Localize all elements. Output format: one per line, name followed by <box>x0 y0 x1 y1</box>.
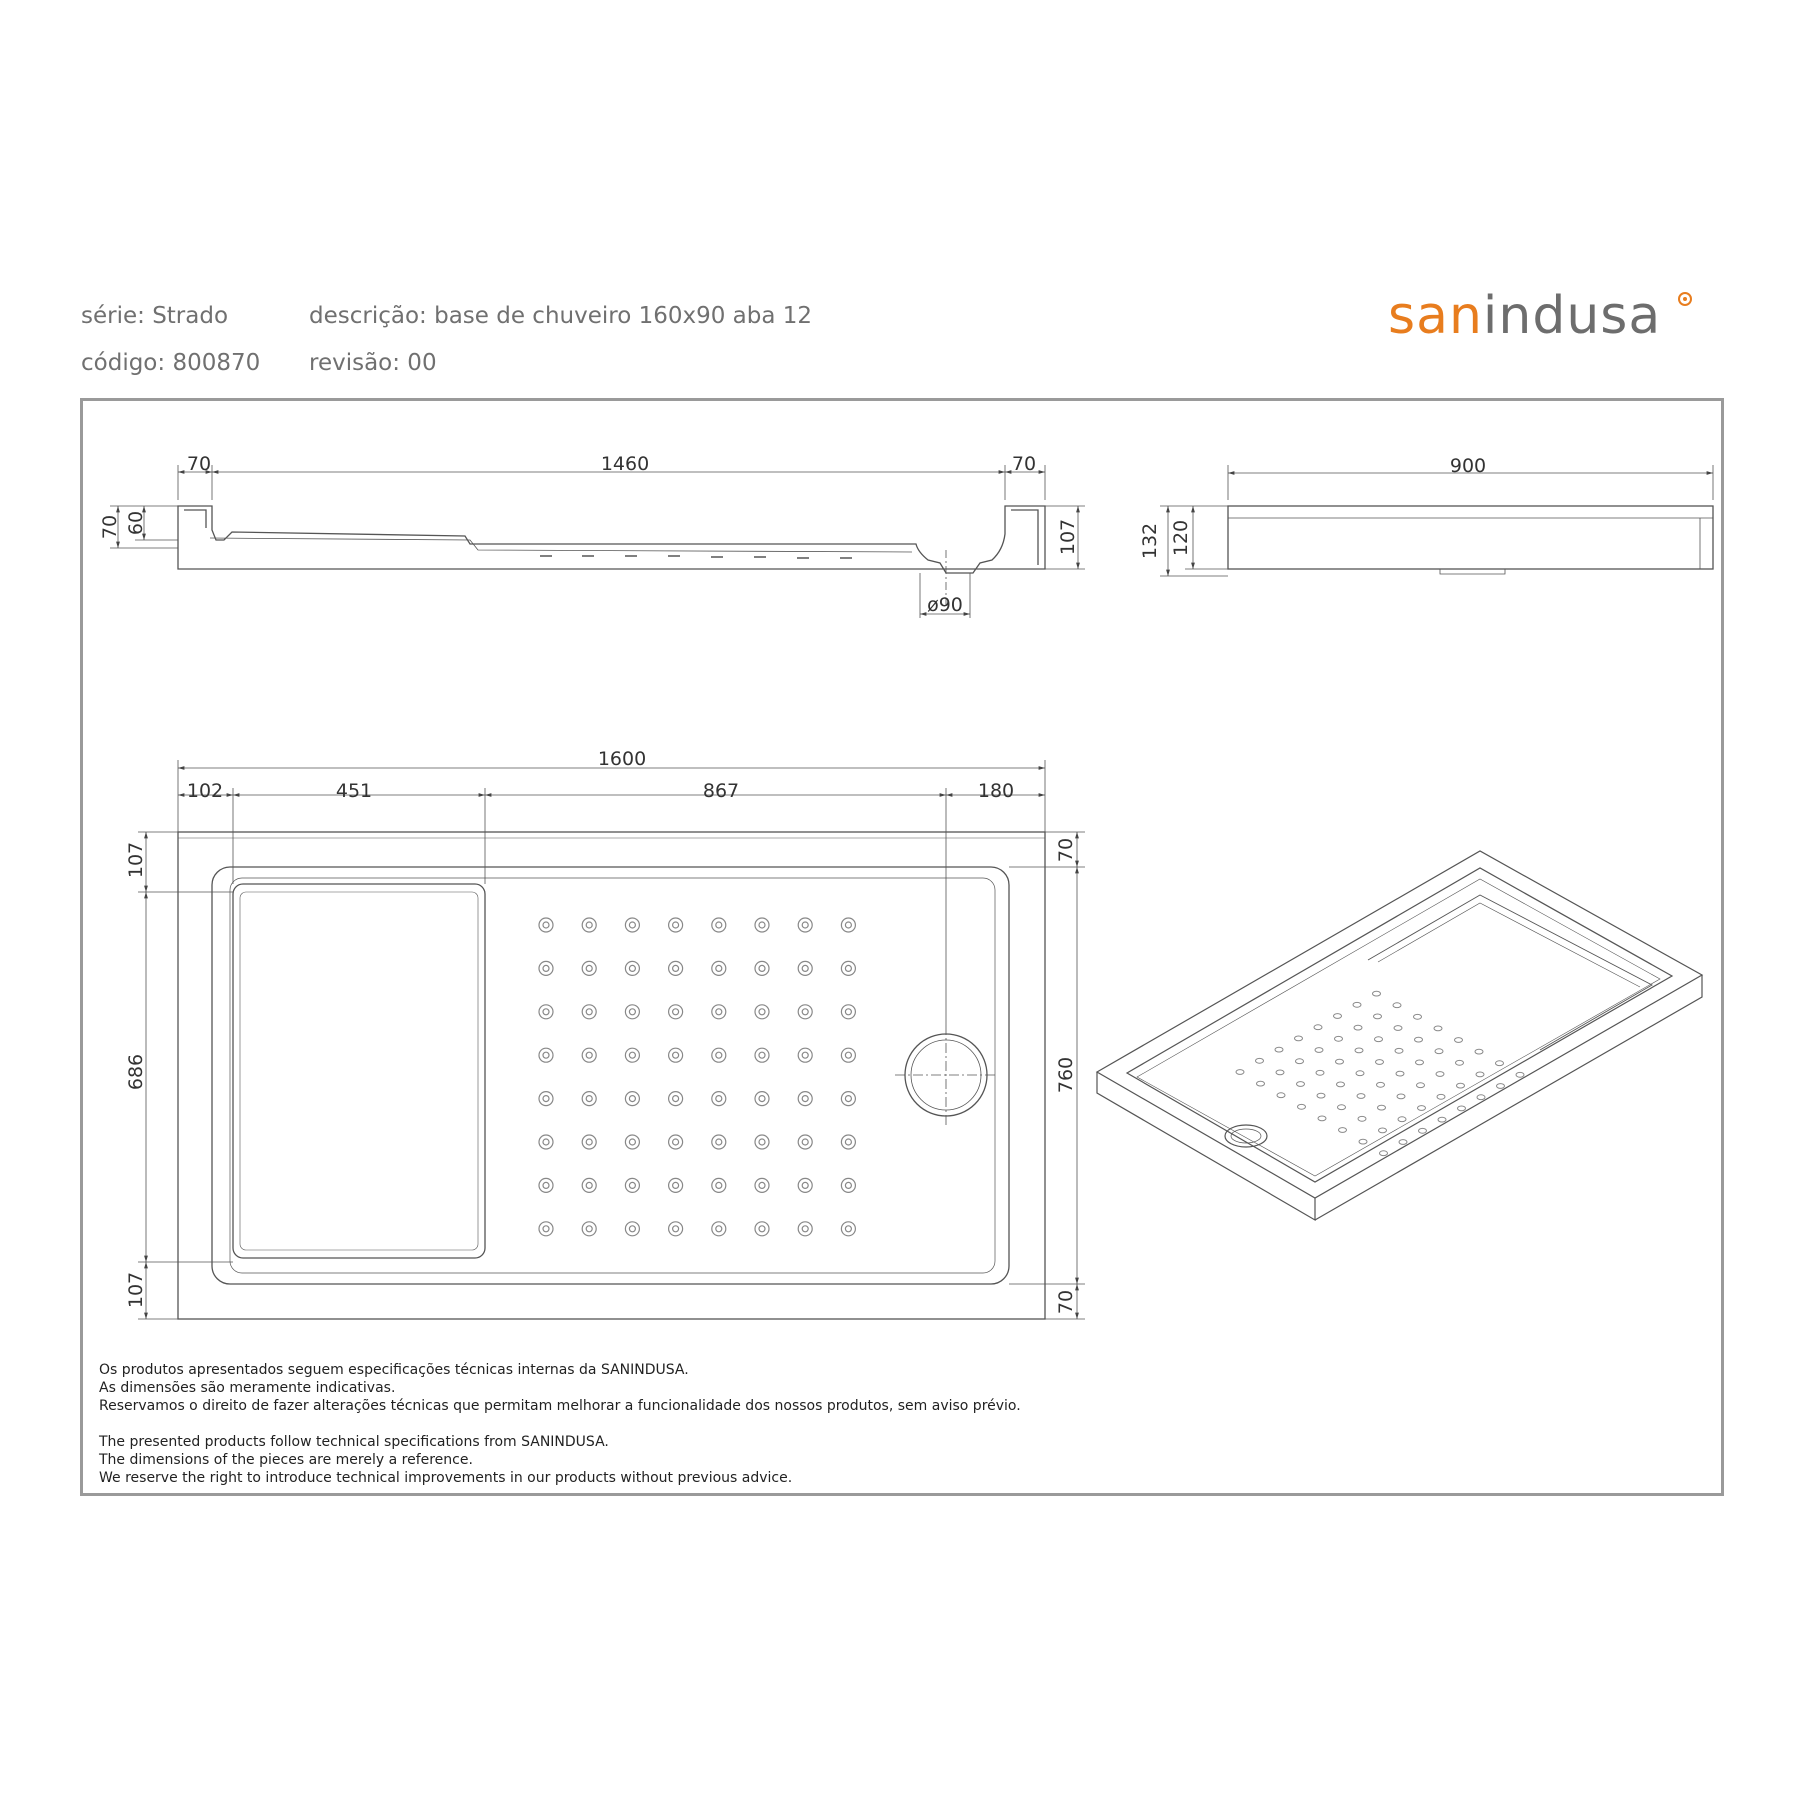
dim-end-width: 900 <box>1449 455 1487 477</box>
drain-dot <box>759 1096 765 1102</box>
iso-drain-dot <box>1418 1106 1426 1111</box>
iso-drain-dot <box>1435 1049 1443 1054</box>
drain-dot <box>586 965 592 971</box>
iso-drain-dot <box>1277 1093 1285 1098</box>
drain-dot <box>841 961 855 975</box>
logo-part-san: san <box>1388 286 1483 346</box>
iso-drain-dot <box>1415 1037 1423 1042</box>
iso-drain-dot <box>1496 1061 1504 1066</box>
dim-side-left-flange: 70 <box>186 453 212 475</box>
drain-dot <box>798 1135 812 1149</box>
iso-drain-dot <box>1257 1081 1265 1086</box>
drain-dot <box>755 1092 769 1106</box>
drain-dot <box>543 1096 549 1102</box>
iso-drain-dot <box>1276 1070 1284 1075</box>
drain-dot <box>802 965 808 971</box>
drain-dot <box>845 1052 851 1058</box>
drain-dot <box>841 1048 855 1062</box>
drain-dot <box>673 1226 679 1232</box>
iso-drain-dot <box>1438 1117 1446 1122</box>
drain-dot <box>539 1048 553 1062</box>
iso-drain-dot <box>1375 1037 1383 1042</box>
drain-dot <box>759 1226 765 1232</box>
drain-dot <box>669 918 683 932</box>
drain-dot <box>586 1226 592 1232</box>
drain-dot <box>586 1139 592 1145</box>
iso-drain-dot <box>1359 1139 1367 1144</box>
drain-dot <box>712 1005 726 1019</box>
side-view-drain-holes <box>540 556 852 558</box>
iso-drain-dot <box>1334 1014 1342 1019</box>
drain-dot <box>582 1135 596 1149</box>
drain-dot <box>625 1178 639 1192</box>
note-pt-2: As dimensões são meramente indicativas. <box>99 1380 396 1396</box>
drain-dot <box>802 922 808 928</box>
dim-plan-total: 1600 <box>597 748 647 770</box>
iso-drain-dot <box>1380 1151 1388 1156</box>
drain-dot <box>586 1052 592 1058</box>
iso-drain-dot <box>1497 1084 1505 1089</box>
iso-drain-dot <box>1379 1128 1387 1133</box>
drain-dot <box>625 1005 639 1019</box>
iso-drain-dot <box>1353 1002 1361 1007</box>
drain-dot <box>669 1222 683 1236</box>
drain-dot <box>845 1096 851 1102</box>
drain-dot <box>712 1222 726 1236</box>
drain-dot <box>582 1005 596 1019</box>
logo-part-indusa: indusa <box>1482 286 1662 346</box>
iso-drain-dot <box>1296 1059 1304 1064</box>
dim-side-height-60: 60 <box>125 510 147 536</box>
dim-side-height-107: 107 <box>1057 518 1079 556</box>
isometric-view <box>1097 851 1702 1220</box>
drain-dot <box>539 1092 553 1106</box>
drain-dot <box>755 1222 769 1236</box>
note-en-3: We reserve the right to introduce technical improvements in our products without previous advice. <box>99 1470 793 1486</box>
drain-dot <box>755 1178 769 1192</box>
iso-drain-dot <box>1396 1071 1404 1076</box>
dim-plan-right-70-bot: 70 <box>1055 1289 1077 1315</box>
note-en-1: The presented products follow technical specifications from SANINDUSA. <box>99 1434 609 1450</box>
isometric-drain-dots <box>1236 991 1524 1155</box>
iso-drain-dot <box>1297 1082 1305 1087</box>
drain-dot <box>582 1092 596 1106</box>
drain-dot <box>759 922 765 928</box>
drain-dot <box>629 1052 635 1058</box>
drain-dot <box>673 965 679 971</box>
iso-drain-dot <box>1318 1116 1326 1121</box>
drain-dot <box>582 1048 596 1062</box>
iso-drain-dot <box>1374 1014 1382 1019</box>
iso-drain-dot <box>1315 1048 1323 1053</box>
iso-drain-dot <box>1434 1026 1442 1031</box>
drain-dot <box>841 1092 855 1106</box>
dim-plan-mid-686: 686 <box>125 1053 147 1091</box>
drain-dot <box>669 961 683 975</box>
drain-dot <box>716 922 722 928</box>
drain-dot <box>543 1009 549 1015</box>
iso-drain-dot <box>1338 1105 1346 1110</box>
dim-plan-right-70-top: 70 <box>1055 837 1077 863</box>
iso-drain-dot <box>1355 1048 1363 1053</box>
dim-side-drain: ø90 <box>927 594 963 616</box>
drain-dot <box>669 1178 683 1192</box>
drain-dot <box>539 1005 553 1019</box>
drain-dot <box>759 965 765 971</box>
drain-dot <box>802 1182 808 1188</box>
drain-dot <box>845 1009 851 1015</box>
iso-drain-dot <box>1236 1070 1244 1075</box>
dim-side-right-flange: 70 <box>1011 453 1037 475</box>
drain-dot <box>586 1009 592 1015</box>
drain-dot <box>625 1048 639 1062</box>
codigo-label: código: 800870 <box>81 350 261 376</box>
revisao-label: revisão: 00 <box>309 350 437 376</box>
drain-dot <box>845 922 851 928</box>
drain-dot <box>716 1226 722 1232</box>
drain-dot <box>673 1139 679 1145</box>
iso-drain-dot <box>1419 1128 1427 1133</box>
drain-dot <box>841 1178 855 1192</box>
drain-dot <box>759 1139 765 1145</box>
drain-dot <box>629 1139 635 1145</box>
drain-dot <box>629 922 635 928</box>
dim-plan-451: 451 <box>335 780 373 802</box>
drain-dot <box>798 1222 812 1236</box>
iso-drain-dot <box>1437 1094 1445 1099</box>
iso-drain-dot <box>1358 1116 1366 1121</box>
iso-drain-dot <box>1397 1094 1405 1099</box>
iso-drain-dot <box>1398 1117 1406 1122</box>
drain-dot <box>841 1005 855 1019</box>
drain-dot <box>755 1048 769 1062</box>
drain-dot <box>582 961 596 975</box>
drain-dot <box>669 1092 683 1106</box>
drain-dot <box>629 1182 635 1188</box>
drain-dot <box>798 1005 812 1019</box>
drain-dot <box>669 1135 683 1149</box>
drain-dot <box>586 922 592 928</box>
plan-view <box>178 832 1045 1319</box>
drain-dot <box>673 1052 679 1058</box>
iso-drain-dot <box>1356 1071 1364 1076</box>
drain-dot <box>841 918 855 932</box>
drain-dot <box>716 1052 722 1058</box>
iso-drain-dot <box>1516 1072 1524 1077</box>
drain-dot <box>841 1135 855 1149</box>
iso-drain-dot <box>1455 1038 1463 1043</box>
plan-drain-dots <box>539 918 855 1236</box>
iso-drain-dot <box>1336 1059 1344 1064</box>
drain-dot <box>755 961 769 975</box>
drain-dot <box>539 1222 553 1236</box>
drain-dot <box>716 1009 722 1015</box>
dim-plan-top-107: 107 <box>125 841 147 879</box>
iso-drain-dot <box>1373 991 1381 996</box>
iso-drain-dot <box>1335 1036 1343 1041</box>
drain-dot <box>629 1226 635 1232</box>
iso-drain-dot <box>1295 1036 1303 1041</box>
iso-drain-dot <box>1393 1003 1401 1008</box>
drain-dot <box>759 1009 765 1015</box>
dim-plan-180: 180 <box>977 780 1015 802</box>
iso-drain-dot <box>1395 1048 1403 1053</box>
iso-drain-dot <box>1378 1105 1386 1110</box>
drain-dot <box>845 1226 851 1232</box>
drain-dot <box>755 1005 769 1019</box>
dim-end-height-132: 132 <box>1139 522 1161 560</box>
drain-dot <box>845 965 851 971</box>
descricao-label: descrição: base de chuveiro 160x90 aba 12 <box>309 303 813 329</box>
iso-drain-dot <box>1456 1060 1464 1065</box>
drain-dot <box>712 1092 726 1106</box>
drain-dot <box>539 961 553 975</box>
drain-dot <box>539 1135 553 1149</box>
end-view <box>1228 506 1713 574</box>
side-view <box>178 506 1045 605</box>
drain-dot <box>582 1178 596 1192</box>
iso-drain-dot <box>1475 1049 1483 1054</box>
drain-dot <box>841 1222 855 1236</box>
iso-drain-dot <box>1417 1083 1425 1088</box>
drain-dot <box>543 1139 549 1145</box>
note-en-2: The dimensions of the pieces are merely a reference. <box>99 1452 473 1468</box>
note-pt-1: Os produtos apresentados seguem especificações técnicas internas da SANINDUSA. <box>99 1362 689 1378</box>
drain-dot <box>669 1005 683 1019</box>
drain-dot <box>802 1226 808 1232</box>
drain-dot <box>625 1222 639 1236</box>
iso-drain-dot <box>1476 1072 1484 1077</box>
iso-drain-dot <box>1458 1106 1466 1111</box>
iso-drain-dot <box>1457 1083 1465 1088</box>
drain-dot <box>845 1139 851 1145</box>
drain-dot <box>802 1139 808 1145</box>
drain-dot <box>539 918 553 932</box>
drain-dot <box>673 1096 679 1102</box>
drain-dot <box>712 1135 726 1149</box>
serie-label: série: Strado <box>81 303 229 329</box>
drain-dot <box>586 1096 592 1102</box>
dim-plan-867: 867 <box>702 780 740 802</box>
drain-dot <box>673 1182 679 1188</box>
iso-drain-dot <box>1256 1058 1264 1063</box>
drain-dot <box>673 922 679 928</box>
drain-dot <box>798 961 812 975</box>
drain-dot <box>543 1182 549 1188</box>
iso-drain-dot <box>1376 1060 1384 1065</box>
drain-dot <box>798 1178 812 1192</box>
drain-dot <box>802 1096 808 1102</box>
drain-dot <box>712 961 726 975</box>
drain-dot <box>543 965 549 971</box>
drain-dot <box>669 1048 683 1062</box>
drain-dot <box>716 965 722 971</box>
drain-dot <box>543 922 549 928</box>
dim-plan-right-760: 760 <box>1055 1056 1077 1094</box>
drain-dot <box>582 1222 596 1236</box>
drain-dot <box>673 1009 679 1015</box>
drain-dot <box>716 1096 722 1102</box>
iso-drain-dot <box>1436 1072 1444 1077</box>
dim-plan-102: 102 <box>186 780 224 802</box>
drain-dot <box>712 1178 726 1192</box>
iso-drain-dot <box>1298 1104 1306 1109</box>
iso-drain-dot <box>1394 1026 1402 1031</box>
iso-drain-dot <box>1316 1070 1324 1075</box>
iso-drain-dot <box>1337 1082 1345 1087</box>
drain-dot <box>712 918 726 932</box>
iso-drain-dot <box>1317 1093 1325 1098</box>
dim-side-height-70: 70 <box>99 514 121 540</box>
drain-dot <box>716 1182 722 1188</box>
drain-dot <box>582 918 596 932</box>
iso-drain-dot <box>1339 1128 1347 1133</box>
dim-end-height-120: 120 <box>1170 519 1192 557</box>
iso-drain-dot <box>1416 1060 1424 1065</box>
iso-drain-dot <box>1275 1047 1283 1052</box>
drain-dot <box>625 961 639 975</box>
drain-dot <box>755 1135 769 1149</box>
drain-dot <box>625 918 639 932</box>
drain-dot <box>759 1052 765 1058</box>
dim-plan-bot-107: 107 <box>125 1271 147 1309</box>
iso-drain-dot <box>1414 1014 1422 1019</box>
drain-dot <box>625 1135 639 1149</box>
note-pt-3: Reservamos o direito de fazer alterações técnicas que permitam melhorar a funcionalidade dos nossos produtos, sem aviso prévio. <box>99 1398 1021 1414</box>
drain-dot <box>629 965 635 971</box>
dim-side-inner-length: 1460 <box>600 453 650 475</box>
drain-dot <box>625 1092 639 1106</box>
drain-dot <box>759 1182 765 1188</box>
drain-dot <box>539 1178 553 1192</box>
drain-dot <box>629 1009 635 1015</box>
iso-drain-dot <box>1399 1140 1407 1145</box>
drain-dot <box>543 1052 549 1058</box>
drain-dot <box>543 1226 549 1232</box>
drain-dot <box>716 1139 722 1145</box>
drain-dot <box>802 1009 808 1015</box>
drain-dot <box>798 918 812 932</box>
drain-dot <box>798 1048 812 1062</box>
iso-drain-dot <box>1314 1025 1322 1030</box>
drain-dot <box>845 1182 851 1188</box>
drain-dot <box>755 918 769 932</box>
drain-dot <box>629 1096 635 1102</box>
drain-dot <box>798 1092 812 1106</box>
iso-drain-dot <box>1477 1095 1485 1100</box>
drain-dot <box>586 1182 592 1188</box>
drain-dot <box>712 1048 726 1062</box>
iso-drain-dot <box>1354 1025 1362 1030</box>
drain-dot <box>802 1052 808 1058</box>
iso-drain-dot <box>1377 1082 1385 1087</box>
iso-drain-dot <box>1357 1094 1365 1099</box>
